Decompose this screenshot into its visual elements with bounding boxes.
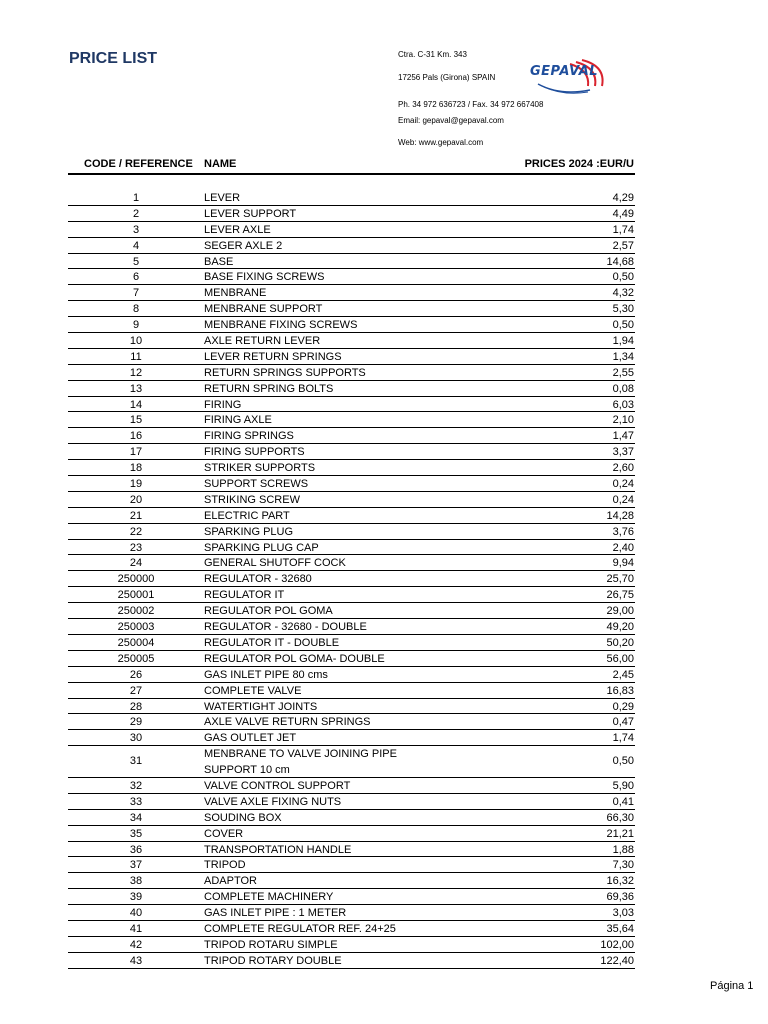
cell-name: LEVER (204, 192, 241, 204)
table-row (68, 873, 635, 889)
cell-price: 29,00 (606, 605, 634, 618)
table-row (68, 206, 635, 222)
cell-code: 2 (132, 207, 140, 220)
cell-code: 12 (129, 366, 143, 379)
cell-name: SOUDING BOX (204, 811, 282, 824)
cell-code: 37 (129, 859, 143, 872)
table-row (68, 953, 635, 969)
table-row (68, 444, 635, 460)
cell-code: 21 (129, 509, 143, 522)
cell-price: 0,47 (612, 716, 634, 729)
cell-price: 1,74 (612, 732, 634, 745)
cell-price: 26,75 (606, 589, 634, 602)
cell-price: 5,30 (612, 303, 634, 316)
cell-name: SUPPORT SCREWS (204, 478, 309, 491)
cell-code: 250005 (117, 652, 155, 665)
cell-price: 1,34 (612, 350, 634, 363)
price-table (68, 190, 635, 969)
table-row (68, 238, 635, 254)
table-row (68, 365, 635, 381)
cell-name: VALVE AXLE FIXING NUTS (204, 795, 342, 808)
cell-name: BASE (204, 255, 234, 268)
cell-code: 1 (132, 192, 140, 204)
cell-code: 38 (129, 875, 143, 888)
cell-code: 39 (129, 891, 143, 904)
cell-price: 1,94 (612, 335, 634, 348)
table-row (68, 190, 635, 206)
cell-name: COMPLETE MACHINERY (204, 891, 334, 904)
cell-price: 122,40 (600, 954, 634, 967)
cell-code: 27 (129, 684, 143, 697)
cell-price: 1,74 (612, 223, 634, 236)
table-row (68, 889, 635, 905)
cell-name: COMPLETE REGULATOR REF. 24+25 (204, 922, 396, 935)
table-row (68, 492, 635, 508)
cell-price: 7,30 (612, 859, 634, 872)
table-row (68, 412, 635, 428)
cell-name: REGULATOR - 32680 (204, 573, 312, 586)
contact-web: Web: www.gepaval.com (398, 138, 484, 147)
cell-code: 4 (132, 239, 140, 252)
contact-email: Email: gepaval@gepaval.com (398, 116, 504, 125)
table-row (68, 905, 635, 921)
cell-code: 36 (129, 843, 143, 856)
cell-price: 50,20 (606, 636, 634, 649)
cell-code: 250000 (117, 573, 155, 586)
cell-name: LEVER RETURN SPRINGS (204, 350, 342, 363)
cell-name: GAS INLET PIPE 80 cms (204, 668, 328, 681)
table-row (68, 555, 635, 571)
cell-code: 19 (129, 478, 143, 491)
table-row (68, 524, 635, 540)
cell-name: SEGER AXLE 2 (204, 239, 283, 252)
cell-name: MENBRANE FIXING SCREWS (204, 319, 358, 332)
cell-name: TRANSPORTATION HANDLE (204, 843, 352, 856)
cell-price: 49,20 (606, 621, 634, 634)
cell-name: TRIPOD ROTARU SIMPLE (204, 938, 338, 951)
table-row (68, 857, 635, 873)
cell-name: COVER (204, 827, 244, 840)
cell-price: 21,21 (606, 827, 634, 840)
cell-name (204, 746, 534, 778)
table-row (68, 635, 635, 651)
cell-price: 14,28 (606, 509, 634, 522)
cell-code: 250002 (117, 605, 155, 618)
cell-price: 0,24 (612, 493, 634, 506)
table-row (68, 667, 635, 683)
cell-name: BASE FIXING SCREWS (204, 271, 325, 284)
cell-price: 4,32 (612, 287, 634, 300)
cell-code: 22 (129, 525, 143, 538)
cell-price: 0,24 (612, 478, 634, 491)
cell-price: 16,32 (606, 875, 634, 888)
cell-name: GAS OUTLET JET (204, 732, 297, 745)
cell-code: 250004 (117, 636, 155, 649)
table-row (68, 730, 635, 746)
cell-price: 0,50 (612, 319, 634, 332)
cell-name: FIRING AXLE (204, 414, 272, 427)
cell-price: 1,88 (612, 843, 634, 856)
cell-price: 1,47 (612, 430, 634, 443)
cell-name: VALVE CONTROL SUPPORT (204, 779, 351, 792)
table-row (68, 460, 635, 476)
cell-code: 29 (129, 716, 143, 729)
cell-name: ADAPTOR (204, 875, 257, 888)
cell-price: 69,36 (606, 891, 634, 904)
cell-name: MENBRANE SUPPORT (204, 303, 323, 316)
cell-name: GAS INLET PIPE : 1 METER (204, 907, 347, 920)
table-row (68, 683, 635, 699)
cell-name: AXLE VALVE RETURN SPRINGS (204, 716, 371, 729)
cell-price: 2,55 (612, 366, 634, 379)
cell-code: 11 (130, 350, 142, 363)
cell-code: 250001 (117, 589, 155, 602)
cell-code: 15 (129, 414, 143, 427)
contact-address-1: Ctra. C-31 Km. 343 (398, 50, 467, 59)
cell-code: 33 (129, 795, 143, 808)
table-row (68, 937, 635, 953)
cell-code: 31 (129, 755, 143, 768)
cell-price: 56,00 (606, 652, 634, 665)
cell-code: 40 (129, 907, 143, 920)
cell-name: REGULATOR - 32680 - DOUBLE (204, 621, 367, 634)
cell-price: 2,60 (612, 462, 634, 475)
cell-name: STRIKER SUPPORTS (204, 462, 316, 475)
cell-code: 250003 (117, 621, 155, 634)
table-row (68, 794, 635, 810)
cell-code: 32 (129, 779, 143, 792)
contact-address-2: 17256 Pals (Girona) SPAIN (398, 73, 496, 82)
table-row (68, 571, 635, 587)
cell-code: 41 (129, 922, 143, 935)
cell-name: REGULATOR IT - DOUBLE (204, 636, 340, 649)
cell-price: 3,03 (612, 907, 634, 920)
cell-code: 24 (129, 557, 143, 570)
table-row (68, 508, 635, 524)
cell-name: FIRING SUPPORTS (204, 446, 305, 459)
cell-price: 2,57 (612, 239, 634, 252)
table-row (68, 428, 635, 444)
cell-code: 28 (129, 700, 143, 713)
cell-price: 0,50 (612, 271, 634, 284)
table-row (68, 476, 635, 492)
cell-name: REGULATOR POL GOMA (204, 605, 333, 618)
cell-code: 35 (129, 827, 143, 840)
table-row (68, 699, 635, 715)
cell-name: RETURN SPRING BOLTS (204, 382, 334, 395)
cell-price: 25,70 (606, 573, 634, 586)
table-row (68, 714, 635, 730)
cell-code: 30 (129, 732, 143, 745)
page-title: PRICE LIST (69, 50, 158, 67)
table-row (68, 842, 635, 858)
table-row (68, 254, 635, 270)
cell-name: LEVER AXLE (204, 223, 271, 236)
cell-price: 2,45 (612, 668, 634, 681)
cell-code: 3 (132, 223, 140, 236)
cell-name: RETURN SPRINGS SUPPORTS (204, 366, 366, 379)
cell-code: 10 (129, 335, 143, 348)
cell-code: 26 (129, 668, 143, 681)
company-logo (530, 56, 610, 98)
cell-code: 6 (132, 271, 140, 284)
cell-price: 0,41 (612, 795, 634, 808)
contact-phone: Ph. 34 972 636723 / Fax. 34 972 667408 (398, 100, 544, 109)
header-code: CODE / REFERENCE (84, 158, 193, 170)
table-row (68, 619, 635, 635)
table-row (68, 651, 635, 667)
table-row (68, 333, 635, 349)
table-row (68, 301, 635, 317)
table-row (68, 587, 635, 603)
cell-price: 66,30 (606, 811, 634, 824)
cell-name: LEVER SUPPORT (204, 207, 297, 220)
cell-price: 35,64 (606, 922, 634, 935)
cell-price: 3,37 (612, 446, 634, 459)
cell-price: 5,90 (612, 779, 634, 792)
table-row (68, 285, 635, 301)
cell-code: 13 (129, 382, 143, 395)
header-name: NAME (204, 158, 237, 170)
logo-text: GEPAVAL (530, 64, 599, 79)
table-row (68, 222, 635, 238)
table-row (68, 397, 635, 413)
cell-price: 14,68 (606, 255, 634, 268)
table-row (68, 269, 635, 285)
cell-code: 17 (129, 446, 143, 459)
cell-price: 4,49 (612, 207, 634, 220)
cell-price: 16,83 (606, 684, 634, 697)
header-price: PRICES 2024 :EUR/U (524, 158, 634, 170)
cell-price: 102,00 (600, 938, 634, 951)
cell-code: 43 (129, 954, 143, 967)
cell-price: 4,29 (612, 192, 634, 204)
cell-name: GENERAL SHUTOFF COCK (204, 557, 346, 570)
cell-name: ELECTRIC PART (204, 509, 290, 522)
cell-name: TRIPOD ROTARY DOUBLE (204, 954, 342, 967)
table-row (68, 826, 635, 842)
table-row (68, 381, 635, 397)
cell-code: 42 (129, 938, 143, 951)
table-row (68, 746, 635, 778)
cell-price: 2,40 (612, 541, 634, 554)
cell-name-line-2: SUPPORT 10 cm (204, 764, 290, 777)
cell-name: STRIKING SCREW (204, 493, 300, 506)
cell-code: 5 (132, 255, 140, 268)
cell-name: FIRING (204, 398, 242, 411)
page-number: Página 1 (710, 980, 754, 992)
cell-name-line-1: MENBRANE TO VALVE JOINING PIPE (204, 748, 397, 761)
cell-name: SPARKING PLUG CAP (204, 541, 319, 554)
cell-name: TRIPOD (204, 859, 246, 872)
table-row (68, 921, 635, 937)
cell-code: 23 (129, 541, 143, 554)
cell-name: WATERTIGHT JOINTS (204, 700, 318, 713)
cell-code: 20 (129, 493, 143, 506)
cell-price: 3,76 (612, 525, 634, 538)
cell-price: 9,94 (612, 557, 634, 570)
cell-code: 7 (132, 287, 140, 300)
cell-name: MENBRANE (204, 287, 267, 300)
cell-price: 2,10 (612, 414, 634, 427)
cell-name: SPARKING PLUG (204, 525, 294, 538)
cell-price: 6,03 (612, 398, 634, 411)
table-row (68, 317, 635, 333)
table-row (68, 810, 635, 826)
cell-name: REGULATOR POL GOMA- DOUBLE (204, 652, 385, 665)
table-row (68, 603, 635, 619)
cell-price: 0,29 (612, 700, 634, 713)
cell-price: 0,50 (612, 755, 634, 768)
cell-name: FIRING SPRINGS (204, 430, 294, 443)
cell-code: 14 (129, 398, 143, 411)
cell-code: 9 (132, 319, 140, 332)
cell-price: 0,08 (612, 382, 634, 395)
table-row (68, 540, 635, 556)
cell-code: 34 (129, 811, 143, 824)
table-row (68, 778, 635, 794)
cell-name: REGULATOR IT (204, 589, 285, 602)
cell-name: COMPLETE VALVE (204, 684, 302, 697)
cell-code: 16 (129, 430, 143, 443)
cell-name: AXLE RETURN LEVER (204, 335, 321, 348)
cell-code: 8 (132, 303, 140, 316)
table-row (68, 349, 635, 365)
header-divider (68, 173, 635, 175)
cell-code: 18 (129, 462, 143, 475)
